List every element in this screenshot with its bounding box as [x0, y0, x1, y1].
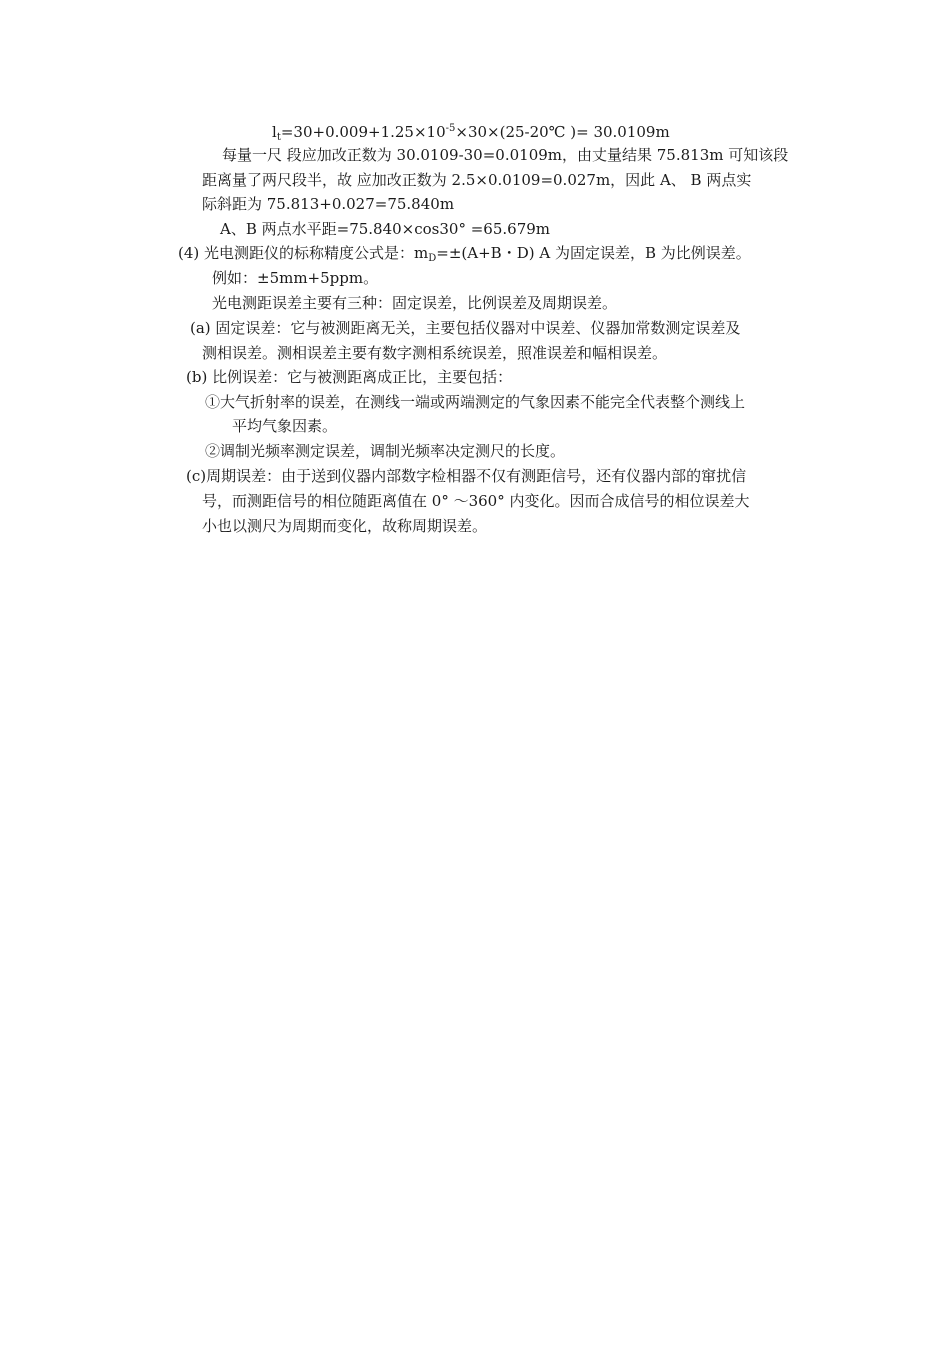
paragraph-line: 际斜距为 75.813+0.027=75.840m — [202, 195, 455, 213]
paragraph-line: 距离量了两尺段半，故 应加改正数为 2.5×0.0109=0.027m，因此 A、 B 两点实 — [202, 171, 752, 189]
item-a-line: 测相误差。测相误差主要有数字测相系统误差，照准误差和幅相误差。 — [202, 344, 668, 362]
item-4-text-post: =±(A+B・D) A 为固定误差，B 为比例误差。 — [436, 244, 751, 262]
item-b-line: (b) 比例误差：它与被测距离成正比，主要包括： — [186, 368, 513, 386]
example-line: 例如：±5mm+5ppm。 — [212, 269, 379, 287]
formula-part2: ×30×(25-20℃ )= 30.0109m — [455, 123, 670, 141]
item-4-heading — [178, 242, 751, 270]
formula-subscript: t — [276, 132, 281, 143]
item-c-line: 号，而测距信号的相位随距离值在 0° ～360° 内变化。因而合成信号的相位误差大 — [202, 492, 750, 510]
error-types-intro: 光电测距误差主要有三种：固定误差，比例误差及周期误差。 — [212, 294, 618, 312]
item-c-line: 小也以测尺为周期而变化，故称周期误差。 — [202, 517, 488, 535]
item-b-subitem: ②调制光频率测定误差，调制光频率决定测尺的长度。 — [205, 442, 566, 460]
item-4-subscript: D — [428, 253, 437, 264]
horizontal-distance-line: A、B 两点水平距=75.840×cos30° =65.679m — [220, 220, 551, 238]
formula-symbol: l — [272, 123, 277, 141]
paragraph-line: 每量一尺 段应加改正数为 30.0109-30=0.0109m，由丈量结果 75.813m 可知该段 — [222, 146, 789, 164]
item-b-subitem: 平均气象因素。 — [232, 417, 338, 435]
formula-exponent: -5 — [445, 123, 456, 134]
formula-part1: =30+0.009+1.25×10 — [280, 123, 446, 141]
item-4-text-pre: (4) 光电测距仪的标称精度公式是：m — [178, 244, 429, 262]
item-a-line: (a) 固定误差：它与被测距离无关，主要包括仪器对中误差、仪器加常数测定误差及 — [190, 319, 741, 337]
item-b-subitem: ①大气折射率的误差，在测线一端或两端测定的气象因素不能完全代表整个测线上 — [205, 393, 746, 411]
item-c-line: (c)周期误差：由于送到仪器内部数字检相器不仅有测距信号，还有仪器内部的窜扰信 — [186, 467, 747, 485]
